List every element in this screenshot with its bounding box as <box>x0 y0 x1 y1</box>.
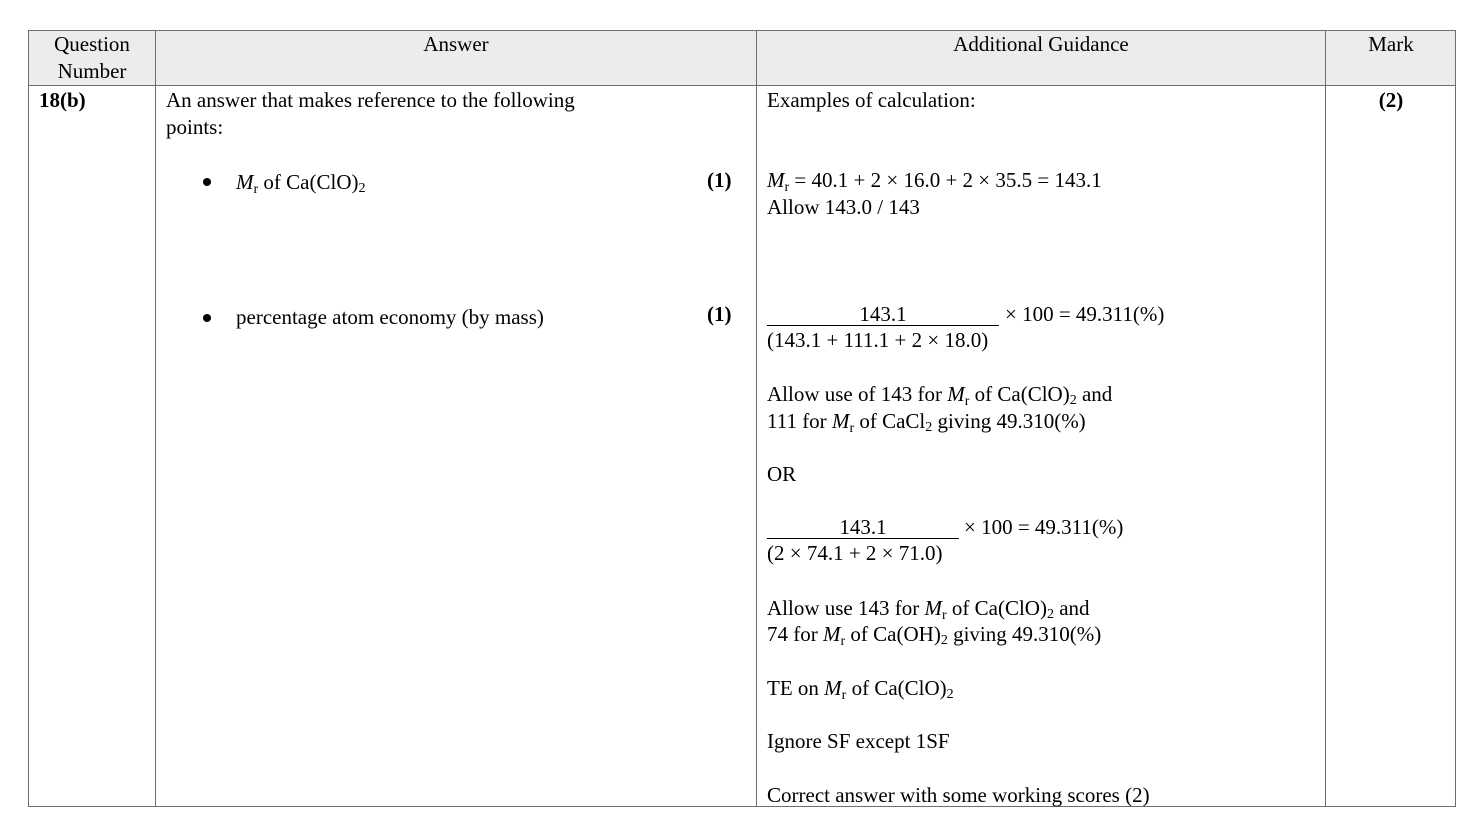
header-mark: Mark <box>1368 32 1414 56</box>
question-number: 18(b) <box>39 88 86 112</box>
fraction-bar <box>767 538 959 539</box>
allow-mr: Allow 143.0 / 143 <box>767 195 920 219</box>
bullet-icon <box>203 314 211 322</box>
mr-subscript: r <box>253 182 259 197</box>
fraction-numerator: 143.1 <box>859 302 907 326</box>
fraction-numerator: 143.1 <box>839 515 887 539</box>
mark-scheme-table <box>28 30 1456 807</box>
header-answer: Answer <box>423 32 489 56</box>
mr-calculation: Mr = 40.1 + 2 × 16.0 + 2 × 35.5 = 143.1 <box>767 168 1102 195</box>
examples-heading: Examples of calculation: <box>767 88 976 112</box>
header-row <box>29 31 1455 86</box>
fraction-result: × 100 = 49.311(%) <box>1005 302 1165 326</box>
fraction-result: × 100 = 49.311(%) <box>964 515 1124 539</box>
allow-text: 111 for Mr of CaCl$_2$ giving 49.310(%) <box>767 409 1086 436</box>
column-divider <box>756 31 757 806</box>
te-text: TE on Mr of $Ca(ClO)_2$ <box>767 676 954 703</box>
allow-text: 74 for Mr of $Ca(OH)_2$ giving 49.310(%) <box>767 622 1102 649</box>
column-divider <box>1325 31 1326 806</box>
correct-answer-text: Correct answer with some working scores (2) <box>767 783 1150 807</box>
allow-text: Allow use 143 for Mr of $Ca(ClO)_2$ and <box>767 596 1090 623</box>
column-divider <box>155 31 156 806</box>
total-mark: (2) <box>1378 88 1404 112</box>
answer-intro: An answer that makes reference to the following <box>166 88 575 112</box>
header-question-number: Question Number <box>54 32 130 83</box>
fraction-bar <box>767 325 999 326</box>
answer-intro-cont: points: <box>166 115 224 139</box>
point-mark: (1) <box>707 302 732 326</box>
allow-text: Allow use of 143 for Mr of $Ca(ClO)_2$ and <box>767 382 1113 409</box>
or-text: OR <box>767 462 797 486</box>
answer-point-atom-economy: percentage atom economy (by mass) <box>236 305 544 329</box>
fraction-denominator: (143.1 + 111.1 + 2 × 18.0) <box>767 328 989 352</box>
answer-point-mr <box>236 169 366 196</box>
formula-text: of Ca(ClO) <box>258 170 359 194</box>
ignore-sf-text: Ignore SF except 1SF <box>767 729 950 753</box>
formula-subscript: 2 <box>358 181 366 196</box>
mr-symbol: M <box>236 170 254 194</box>
bullet-icon <box>203 178 211 186</box>
fraction-denominator: (2 × 74.1 + 2 × 71.0) <box>767 541 943 565</box>
point-mark: (1) <box>707 168 732 192</box>
header-additional-guidance: Additional Guidance <box>953 32 1129 56</box>
